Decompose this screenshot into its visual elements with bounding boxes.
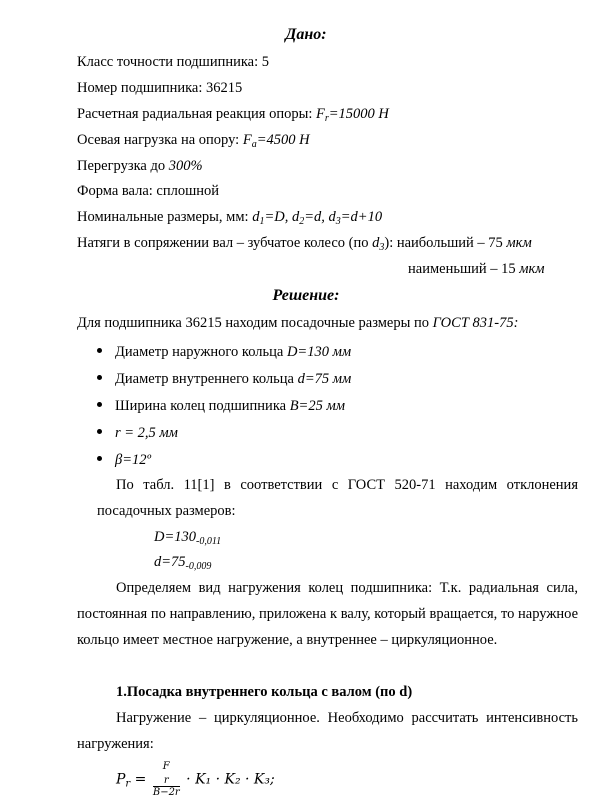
bullet-item: β=12º [97, 451, 151, 469]
solution-title: Решение: [272, 287, 340, 304]
given-line: Перегрузка до 300% [77, 158, 203, 174]
bullet-item: Диаметр наружного кольца D=130 мм [97, 343, 351, 361]
deviation-d-inner: $d=75_{-0,009}$ [154, 554, 212, 572]
given-line: Форма вала: сплошной [77, 183, 220, 199]
bullet-icon [97, 348, 102, 353]
given-line: Номер подшипника: 36215 [77, 80, 243, 96]
bullet-item: Диаметр внутреннего кольца d=75 мм [97, 370, 351, 388]
section-heading: 1.Посадка внутреннего кольца с валом (по d) [116, 684, 413, 700]
paragraph-deviations: По табл. 11[1] в соответствии с ГОСТ 520-71 находим отклонения посадочных размеров: [97, 477, 578, 519]
bullet-icon [97, 402, 102, 407]
given-title: Дано: [285, 26, 327, 43]
bullet-item: Ширина колец подшипника B=25 мм [97, 397, 345, 415]
bullet-icon [97, 429, 102, 434]
given-line: Номинальные размеры, мм: $d_1=D$, $d_2=d$, $d_3=d+10$ [77, 209, 383, 227]
deviation-d-outer: $D=130_{-0,011}$ [154, 529, 222, 547]
given-line: наименьший – 15 мкм [408, 261, 545, 277]
given-line: Расчетная радиальная реакция опоры: $F_r=15000$ Н [77, 106, 389, 124]
solution-intro: Для подшипника 36215 находим посадочные размеры по ГОСТ 831-75: [77, 315, 519, 331]
fraction: F $_r$ B−2r [152, 761, 180, 796]
paragraph-intensity: Нагружение – циркуляционное. Необходимо рассчитать интенсивность нагружения: [77, 710, 578, 752]
given-line: Класс точности подшипника: 5 [77, 54, 270, 70]
given-line: Осевая нагрузка на опору: $F_a=4500$ Н [77, 132, 310, 150]
paragraph-loading: Определяем вид нагружения колец подшипника: Т.к. радиальная сила, постоянная по направлению, приложена к валу, который вращается, то наружное кольцо имеет местное нагружение, а внутреннее – циркуляционное. [77, 580, 578, 648]
formula-pr: $P_r$ = F $_r$ B−2r · K₁ · K₂ · K₃; [116, 761, 275, 796]
bullet-icon [97, 456, 102, 461]
bullet-item: r = 2,5 мм [97, 424, 178, 442]
given-line: Натяги в сопряжении вал – зубчатое колесо (по $d_3$): наибольший – 75 мкм [77, 235, 532, 253]
bullet-icon [97, 375, 102, 380]
